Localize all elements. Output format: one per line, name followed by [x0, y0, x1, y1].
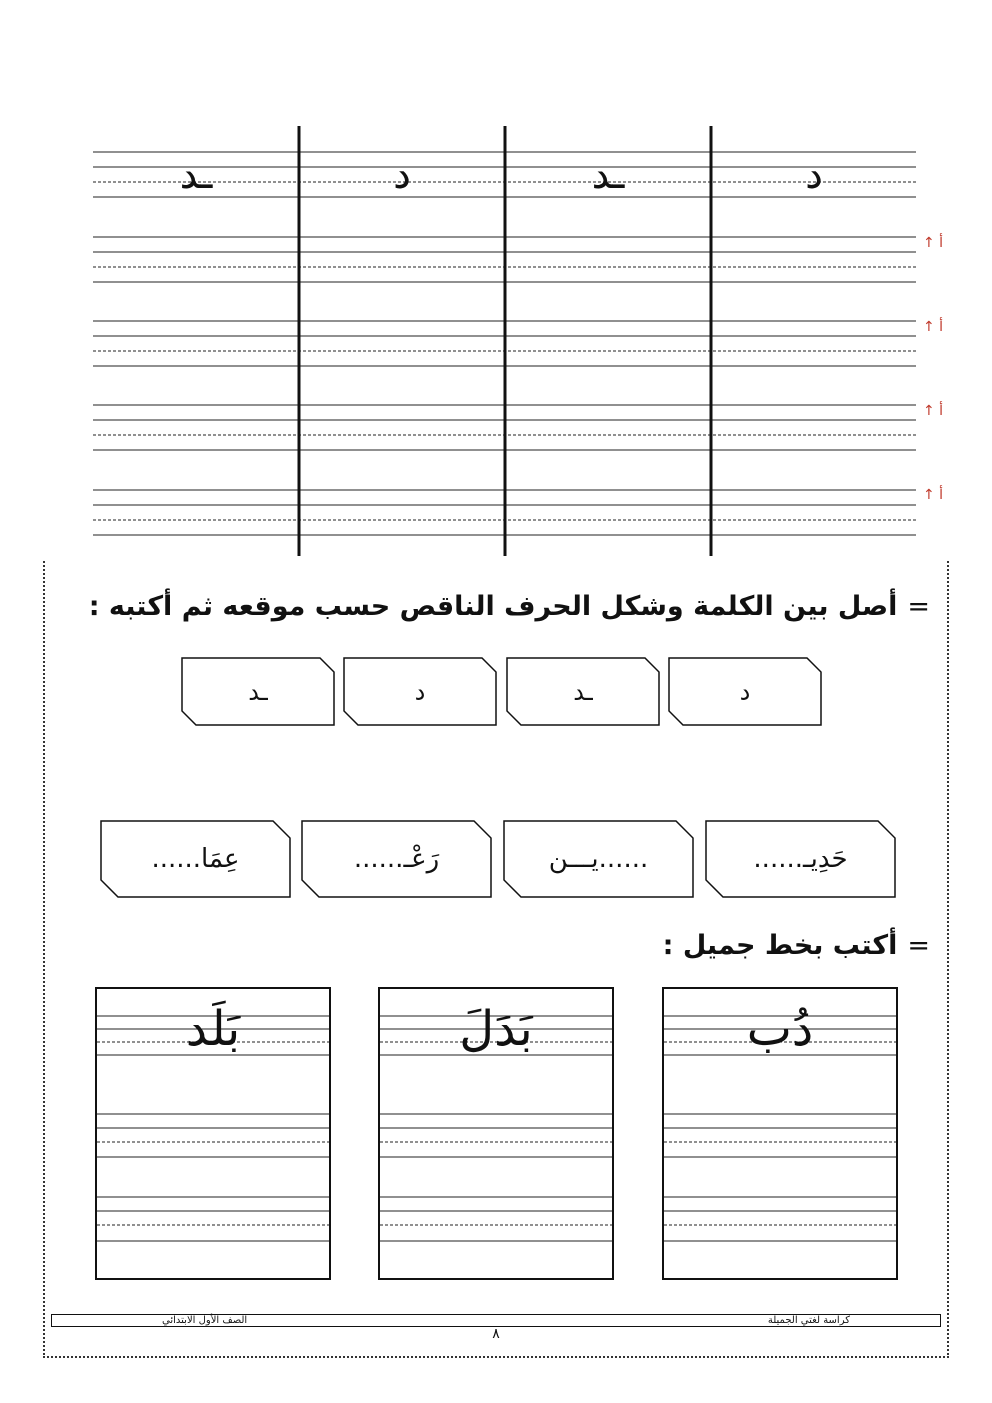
model-word: بَلَد [185, 1001, 241, 1057]
handwriting-box [662, 987, 898, 1280]
shape-card[interactable]: د [343, 657, 497, 726]
model-word: بَدَلَ [459, 1001, 533, 1057]
footer-book-title: كراسة لغتي الجميلة [767, 1315, 850, 1326]
handwriting-box [378, 987, 614, 1280]
shape-card[interactable]: د [668, 657, 822, 726]
letter-form-isolated: د [805, 152, 823, 198]
shape-card[interactable]: ـد [506, 657, 660, 726]
word-card[interactable]: رَعْـ...... [301, 820, 492, 898]
line-guide-arrow-icon: ↑ أ [922, 487, 944, 503]
line-guide-arrow-icon: ↑ أ [922, 403, 944, 419]
shape-card[interactable]: ـد [181, 657, 335, 726]
letter-forms-grid [0, 0, 992, 560]
letter-form-final-connected-2: ـد [179, 152, 213, 198]
line-guide-arrow-icon: ↑ أ [922, 235, 944, 251]
page-number: ٨ [492, 1326, 500, 1342]
section2-heading: =أصل بين الكلمة وشكل الحرف الناقص حسب موقعه ثم أكتبه : [88, 591, 930, 622]
model-word: دُب [746, 1001, 814, 1057]
word-card[interactable]: ......يـــن [503, 820, 694, 898]
section1-heading: =أكتب أشكال الحرف حسب موقعه في الكلمة : [300, 73, 930, 104]
word-card[interactable]: حَدِيـ...... [705, 820, 896, 898]
handwriting-box [95, 987, 331, 1280]
section3-heading: =أكتب بخط جميل : [662, 930, 930, 961]
line-guide-arrow-icon: ↑ أ [922, 319, 944, 335]
letter-form-isolated-2: د [393, 152, 411, 198]
footer-grade: الصف الأول الابتدائي [162, 1315, 248, 1326]
letter-form-final-connected: ـد [591, 152, 625, 198]
word-card[interactable]: عِمَا...... [100, 820, 291, 898]
